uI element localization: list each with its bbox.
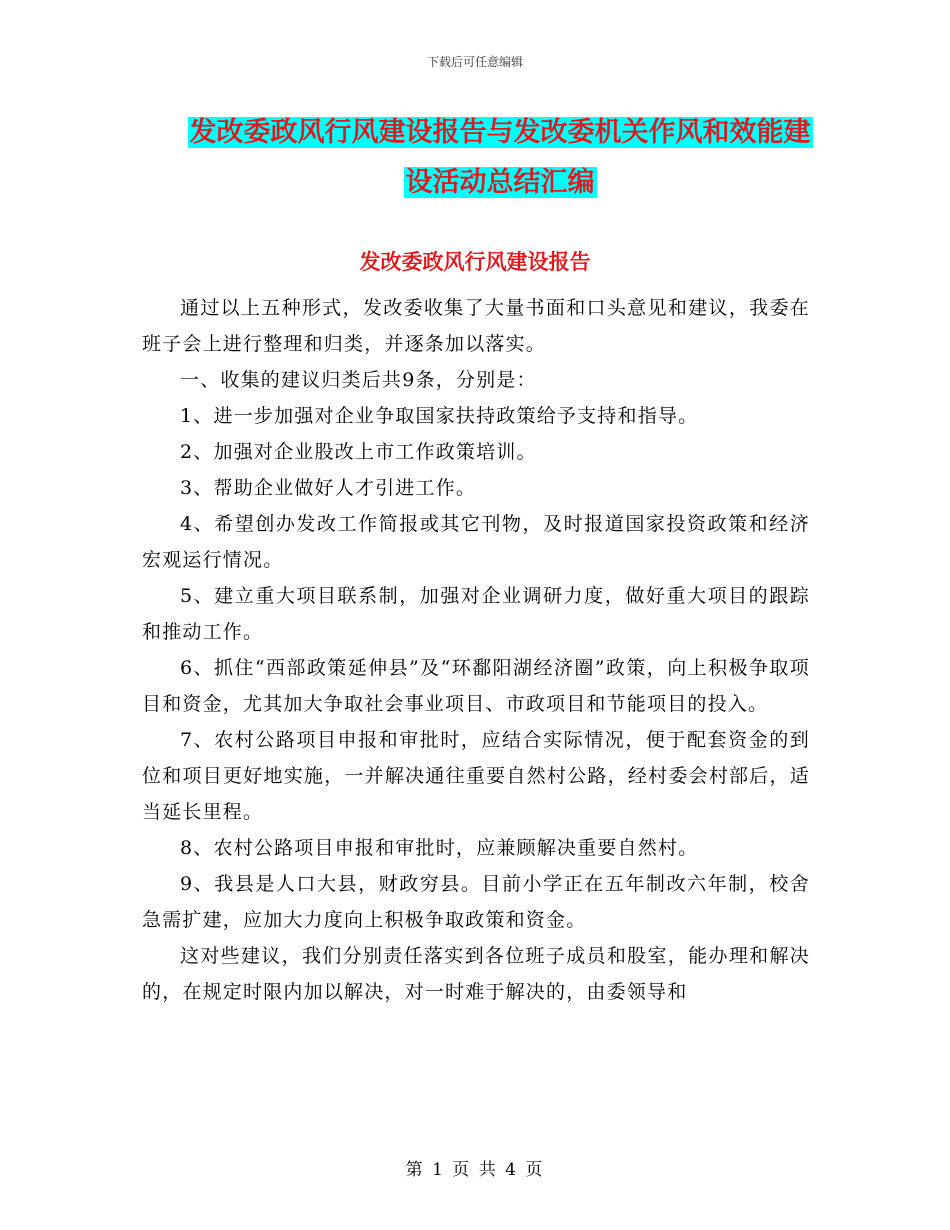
title-line-1: 发改委政风行风建设报告与发改委机关作风和效能建 <box>189 117 811 148</box>
paragraph: 3、帮助企业做好人才引进工作。 <box>180 477 477 499</box>
paragraph: 4、希望创办发改工作简报或其它刊物，及时报道国家投资政策和经济宏观运行情况。 <box>142 513 810 571</box>
page-number: 第 1 页 共 4 页 <box>405 1160 545 1180</box>
paragraph: 6、抓住“西部政策延伸县”及“环鄱阳湖经济圈”政策，向上积极争取项目和资金，尤其加大争取社会事业项目、市政项目和节能项目的投入。 <box>142 657 810 715</box>
paragraph: 2、加强对企业股改上市工作政策培训。 <box>180 441 537 463</box>
document-title <box>140 108 860 208</box>
title-line-2: 设活动总结汇编 <box>405 167 595 198</box>
header-note: 下载后可任意编辑 <box>426 55 523 69</box>
paragraph: 这对些建议，我们分别责任落实到各位班子成员和股室，能办理和解决的，在规定时限内加以解决，对一时难于解决的，由委领导和 <box>142 945 810 1003</box>
paragraph: 8、农村公路项目申报和审批时，应兼顾解决重要自然村。 <box>180 837 699 859</box>
paragraph: 一、收集的建议归类后共9条，分别是： <box>180 369 537 391</box>
document-body <box>142 290 810 1010</box>
paragraph: 7、农村公路项目申报和审批时，应结合实际情况，便于配套资金的到位和项目更好地实施，一并解决通往重要自然村公路，经村委会村部后，适当延长里程。 <box>142 729 810 823</box>
paragraph: 5、建立重大项目联系制，加强对企业调研力度，做好重大项目的跟踪和推动工作。 <box>142 585 810 643</box>
paragraph: 9、我县是人口大县，财政穷县。目前小学正在五年制改六年制，校舍急需扩建，应加大力度向上积极争取政策和资金。 <box>142 873 810 931</box>
paragraph: 通过以上五种形式，发改委收集了大量书面和口头意见和建议，我委在班子会上进行整理和归类，并逐条加以落实。 <box>142 297 810 355</box>
paragraph: 1、进一步加强对企业争取国家扶持政策给予支持和指导。 <box>180 405 699 427</box>
section-title: 发改委政风行风建设报告 <box>359 250 591 274</box>
